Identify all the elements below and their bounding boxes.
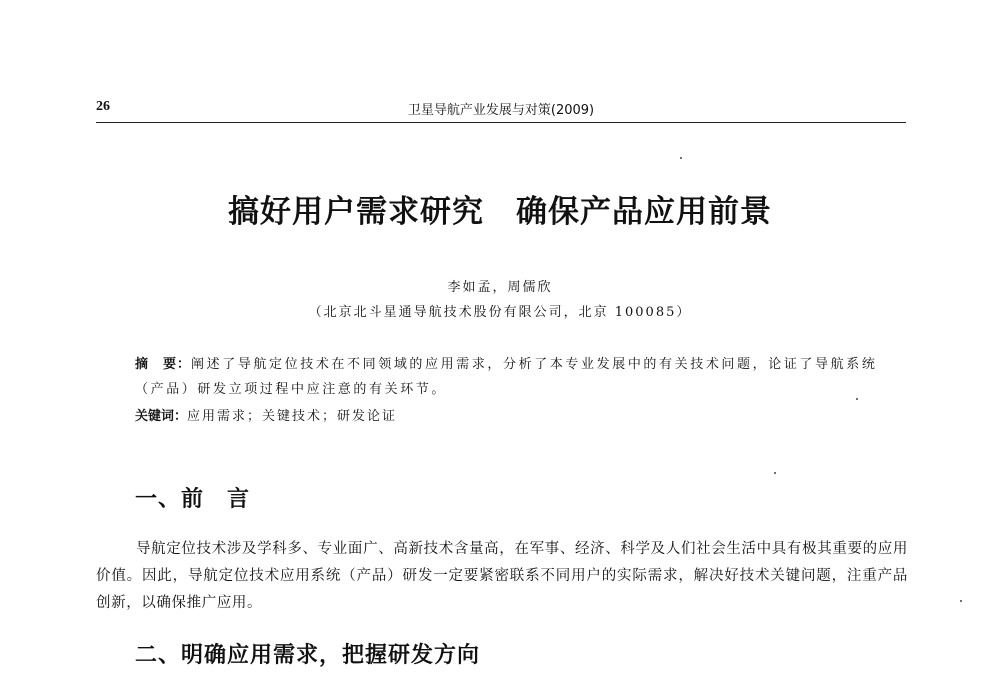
- section-body-introduction: 导航定位技术涉及学科多、专业面广、高新技术含量高，在军事、经济、科学及人们社会生活中具有极其重要的应用价值。因此，导航定位技术应用系统（产品）研发一定要紧密联系不同用户的实际需求，解决好技术关键问题，注重产品创新，以确保推广应用。: [96, 541, 908, 611]
- abstract-label: 摘 要：: [135, 357, 192, 372]
- scan-speck: [680, 157, 682, 159]
- scan-speck: [960, 600, 962, 602]
- scan-speck: [856, 398, 858, 400]
- scan-speck: [774, 472, 776, 474]
- running-header: [96, 96, 906, 123]
- article-authors: 李如孟，周儒欣: [447, 280, 553, 295]
- article-title: 搞好用户需求研究 确保产品应用前景: [228, 194, 772, 230]
- keywords-label: 关键词：: [135, 409, 188, 424]
- section-heading-requirements: 二、明确应用需求，把握研发方向: [135, 643, 481, 668]
- page-number: 26: [96, 99, 110, 114]
- keywords: [135, 405, 887, 424]
- keywords-text: 应用需求；关键技术；研发论证: [187, 409, 398, 424]
- abstract: [135, 352, 887, 402]
- running-title: 卫星导航产业发展与对策(2009): [407, 103, 595, 118]
- section-heading-introduction: 一、前 言: [135, 487, 251, 512]
- abstract-text: 阐述了导航定位技术在不同领域的应用需求，分析了本专业发展中的有关技术问题，论证了导航系统（产品）研发立项过程中应注意的有关环节。: [135, 357, 878, 397]
- article-affiliation: （北京北斗星通导航技术股份有限公司，北京 100085）: [308, 305, 692, 320]
